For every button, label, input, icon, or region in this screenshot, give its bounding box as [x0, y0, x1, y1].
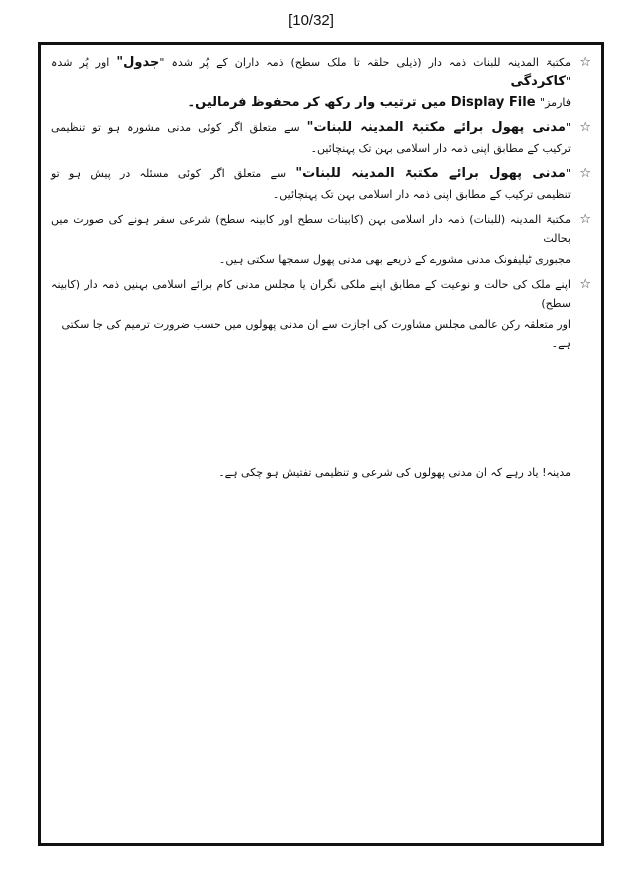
star-bullet-icon: ☆ — [579, 166, 591, 181]
item-line: "مدنی پھول برائے مکتبۃ المدینہ للبنات" سے متعلق اگر کوئی مدنی مشورہ ہو تو تنظیمی — [51, 120, 571, 135]
list-item — [51, 210, 591, 269]
item-line: اپنے ملک کی حالت و نوعیت کے مطابق اپنے ملکی نگران یا مجلس مدنی کام برائے اسلامی بہنیں ذمہ دار (کابینہ سطح) — [51, 278, 571, 310]
item-line: مجبوری ٹیلیفونک مدنی مشورے کے ذریعے بھی مدنی پھول سمجھا سکتی ہیں۔ — [218, 253, 571, 266]
list-item — [51, 164, 591, 204]
star-bullet-icon: ☆ — [579, 277, 591, 292]
closing-note: مدینہ! یاد رہے کہ ان مدنی پھولوں کی شرعی و تنظیمی تفتیش ہو چکی ہے۔ — [218, 466, 571, 479]
star-bullet-icon: ☆ — [579, 55, 591, 70]
list-item — [51, 275, 591, 353]
page-number: [10/32] — [288, 12, 334, 29]
item-line: مکتبۃ المدینہ للبنات ذمہ دار (ذیلی حلقہ تا ملک سطح) ذمہ داران کے پُر شدہ "جدول" اور پُر شدہ "کاکردگی — [51, 55, 571, 89]
item-line: "مدنی پھول برائے مکتبۃ المدینہ للبنات" سے متعلق اگر کوئی مسئلہ در پیش ہو تو — [51, 166, 572, 181]
star-bullet-icon: ☆ — [579, 212, 591, 227]
list-item — [51, 118, 591, 158]
item-line: تنظیمی ترکیب کے مطابق اپنی ذمہ دار اسلامی بہن تک پہنچائیں۔ — [272, 188, 571, 201]
item-line: مکتبۃ المدینہ (للبنات) ذمہ دار اسلامی بہن (کابینات سطح اور کابینہ سطح) شرعی سفر ہونے کی صورت میں بحالت — [51, 213, 571, 245]
content-frame — [38, 42, 604, 846]
list-item — [51, 53, 591, 112]
star-bullet-icon: ☆ — [579, 120, 591, 135]
item-line: اور متعلقہ رکن عالمی مجلس مشاورت کی اجازت سے ان مدنی پھولوں میں حسب ضرورت ترمیم کی جا سکتی ہے۔ — [61, 318, 571, 350]
item-line: فارمز" Display File میں ترتیب وار رکھ کر محفوظ فرمالیں۔ — [187, 95, 571, 110]
item-line: ترکیب کے مطابق اپنی ذمہ دار اسلامی بہن تک پہنچائیں۔ — [310, 142, 571, 155]
bullet-list — [51, 53, 591, 353]
